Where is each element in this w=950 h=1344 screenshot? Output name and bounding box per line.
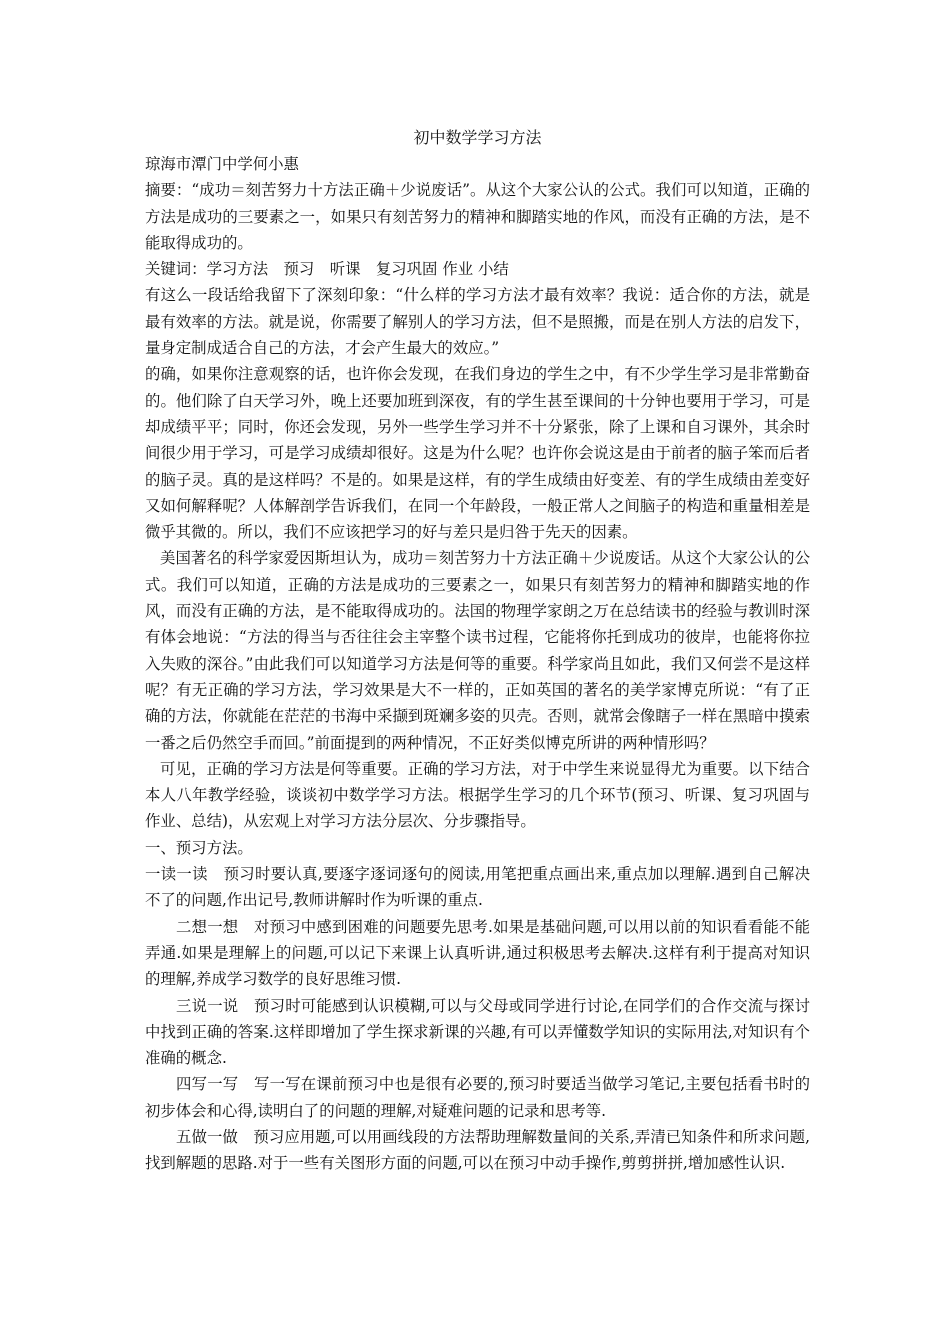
body-paragraph-4: 可见，正确的学习方法是何等重要。正确的学习方法，对于中学生来说显得尤为重要。以下结合本人八年教学经验，谈谈初中数学学习方法。根据学生学习的几个环节(预习、听课、复习巩固与作业、总结)，从宏观上对学习方法分层次、分步骤指导。	[145, 759, 810, 831]
method-write: 四写一写 写一写在课前预习中也是很有必要的,预习时要适当做学习笔记,主要包括看书时的初步体会和心得,读明白了的问题的理解,对疑难问题的记录和思考等.	[145, 1075, 810, 1120]
document-page	[145, 125, 810, 1177]
method-do: 五做一做 预习应用题,可以用画线段的方法帮助理解数量间的关系,弄清已知条件和所求问题,找到解题的思路.对于一些有关图形方面的问题,可以在预习中动手操作,剪剪拼拼,增加感性认识.	[145, 1127, 810, 1173]
keywords-line: 关键词：学习方法 预习 听课 复习巩固 作业 小结	[145, 260, 509, 279]
method-read: 一读一读 预习时要认真,要逐字逐词逐句的阅读,用笔把重点画出来,重点加以理解.遇到自己解决不了的问题,作出记号,教师讲解时作为听课的重点.	[145, 865, 810, 910]
body-paragraph-3: 美国著名的科学家爱因斯坦认为，成功＝刻苦努力十方法正确＋少说废话。从这个大家公认的公式。我们可以知道，正确的方法是成功的三要素之一，如果只有刻苦努力的精神和脚踏实地的作风，而没有正确的方法，是不能取得成功的。法国的物理学家朗之万在总结读书的经验与教训时深有体会地说：“方法的得当与否往往会主宰整个读书过程，它能将你托到成功的彼岸，也能将你拉入失败的深谷。”由此我们可以知道学习方法是何等的重要。科学家尚且如此，我们又何尝不是这样呢？有无正确的学习方法，学习效果是大不一样的，正如英国的著名的美学家博克所说：“有了正确的方法，你就能在茫茫的书海中采撷到斑斓多姿的贝壳。否则，就常会像瞎子一样在黑暗中摸索一番之后仍然空手而回。”前面提到的两种情况，不正好类似博克所讲的两种情形吗？	[145, 549, 810, 752]
abstract-paragraph: 摘要：“成功＝刻苦努力十方法正确＋少说废话”。从这个大家公认的公式。我们可以知道，正确的方法是成功的三要素之一，如果只有刻苦努力的精神和脚踏实地的作风，而没有正确的方法，是不能取得成功的。	[145, 181, 810, 252]
author-line: 琼海市潭门中学何小惠	[145, 155, 299, 173]
body-paragraph-1: 有这么一段话给我留下了深刻印象：“什么样的学习方法才最有效率？我说：适合你的方法，就是最有效率的方法。就是说，你需要了解别人的学习方法，但不是照搬，而是在别人方法的启发下，量身定制成适合自己的方法，才会产生最大的效应。”	[145, 286, 810, 358]
method-think: 二想一想 对预习中感到困难的问题要先思考.如果是基础问题,可以用以前的知识看看能不能弄通.如果是理解上的问题,可以记下来课上认真听讲,通过积极思考去解决.这样有利于提高对知识的理解,养成学习数学的良好思维习惯.	[145, 917, 810, 989]
section-heading-preview: 一、预习方法。	[145, 838, 253, 857]
document-title: 初中数学学习方法	[413, 128, 542, 147]
method-say: 三说一说 预习时可能感到认识模糊,可以与父母或同学进行讨论,在同学们的合作交流与探讨中找到正确的答案.这样即增加了学生探求新课的兴趣,有可以弄懂数学知识的实际用法,对知识有个准确的概念.	[145, 996, 810, 1068]
body-paragraph-2: 的确，如果你注意观察的话，也许你会发现，在我们身边的学生之中，有不少学生学习是非常勤奋的。他们除了白天学习外，晚上还要加班到深夜，有的学生甚至课间的十分钟也要用于学习，可是却成绩平平；同时，你还会发现，另外一些学生学习并不十分紧张，除了上课和自习课外，其余时间很少用于学习，可是学习成绩却很好。这是为什么呢？也许你会说这是由于前者的脑子笨而后者的脑子灵。真的是这样吗？不是的。如果是这样，有的学生成绩由好变差、有的学生成绩由差变好又如何解释呢？人体解剖学告诉我们，在同一个年龄段，一般正常人之间脑子的构造和重量相差是微乎其微的。所以，我们不应该把学习的好与差只是归咎于先天的因素。	[145, 365, 810, 542]
